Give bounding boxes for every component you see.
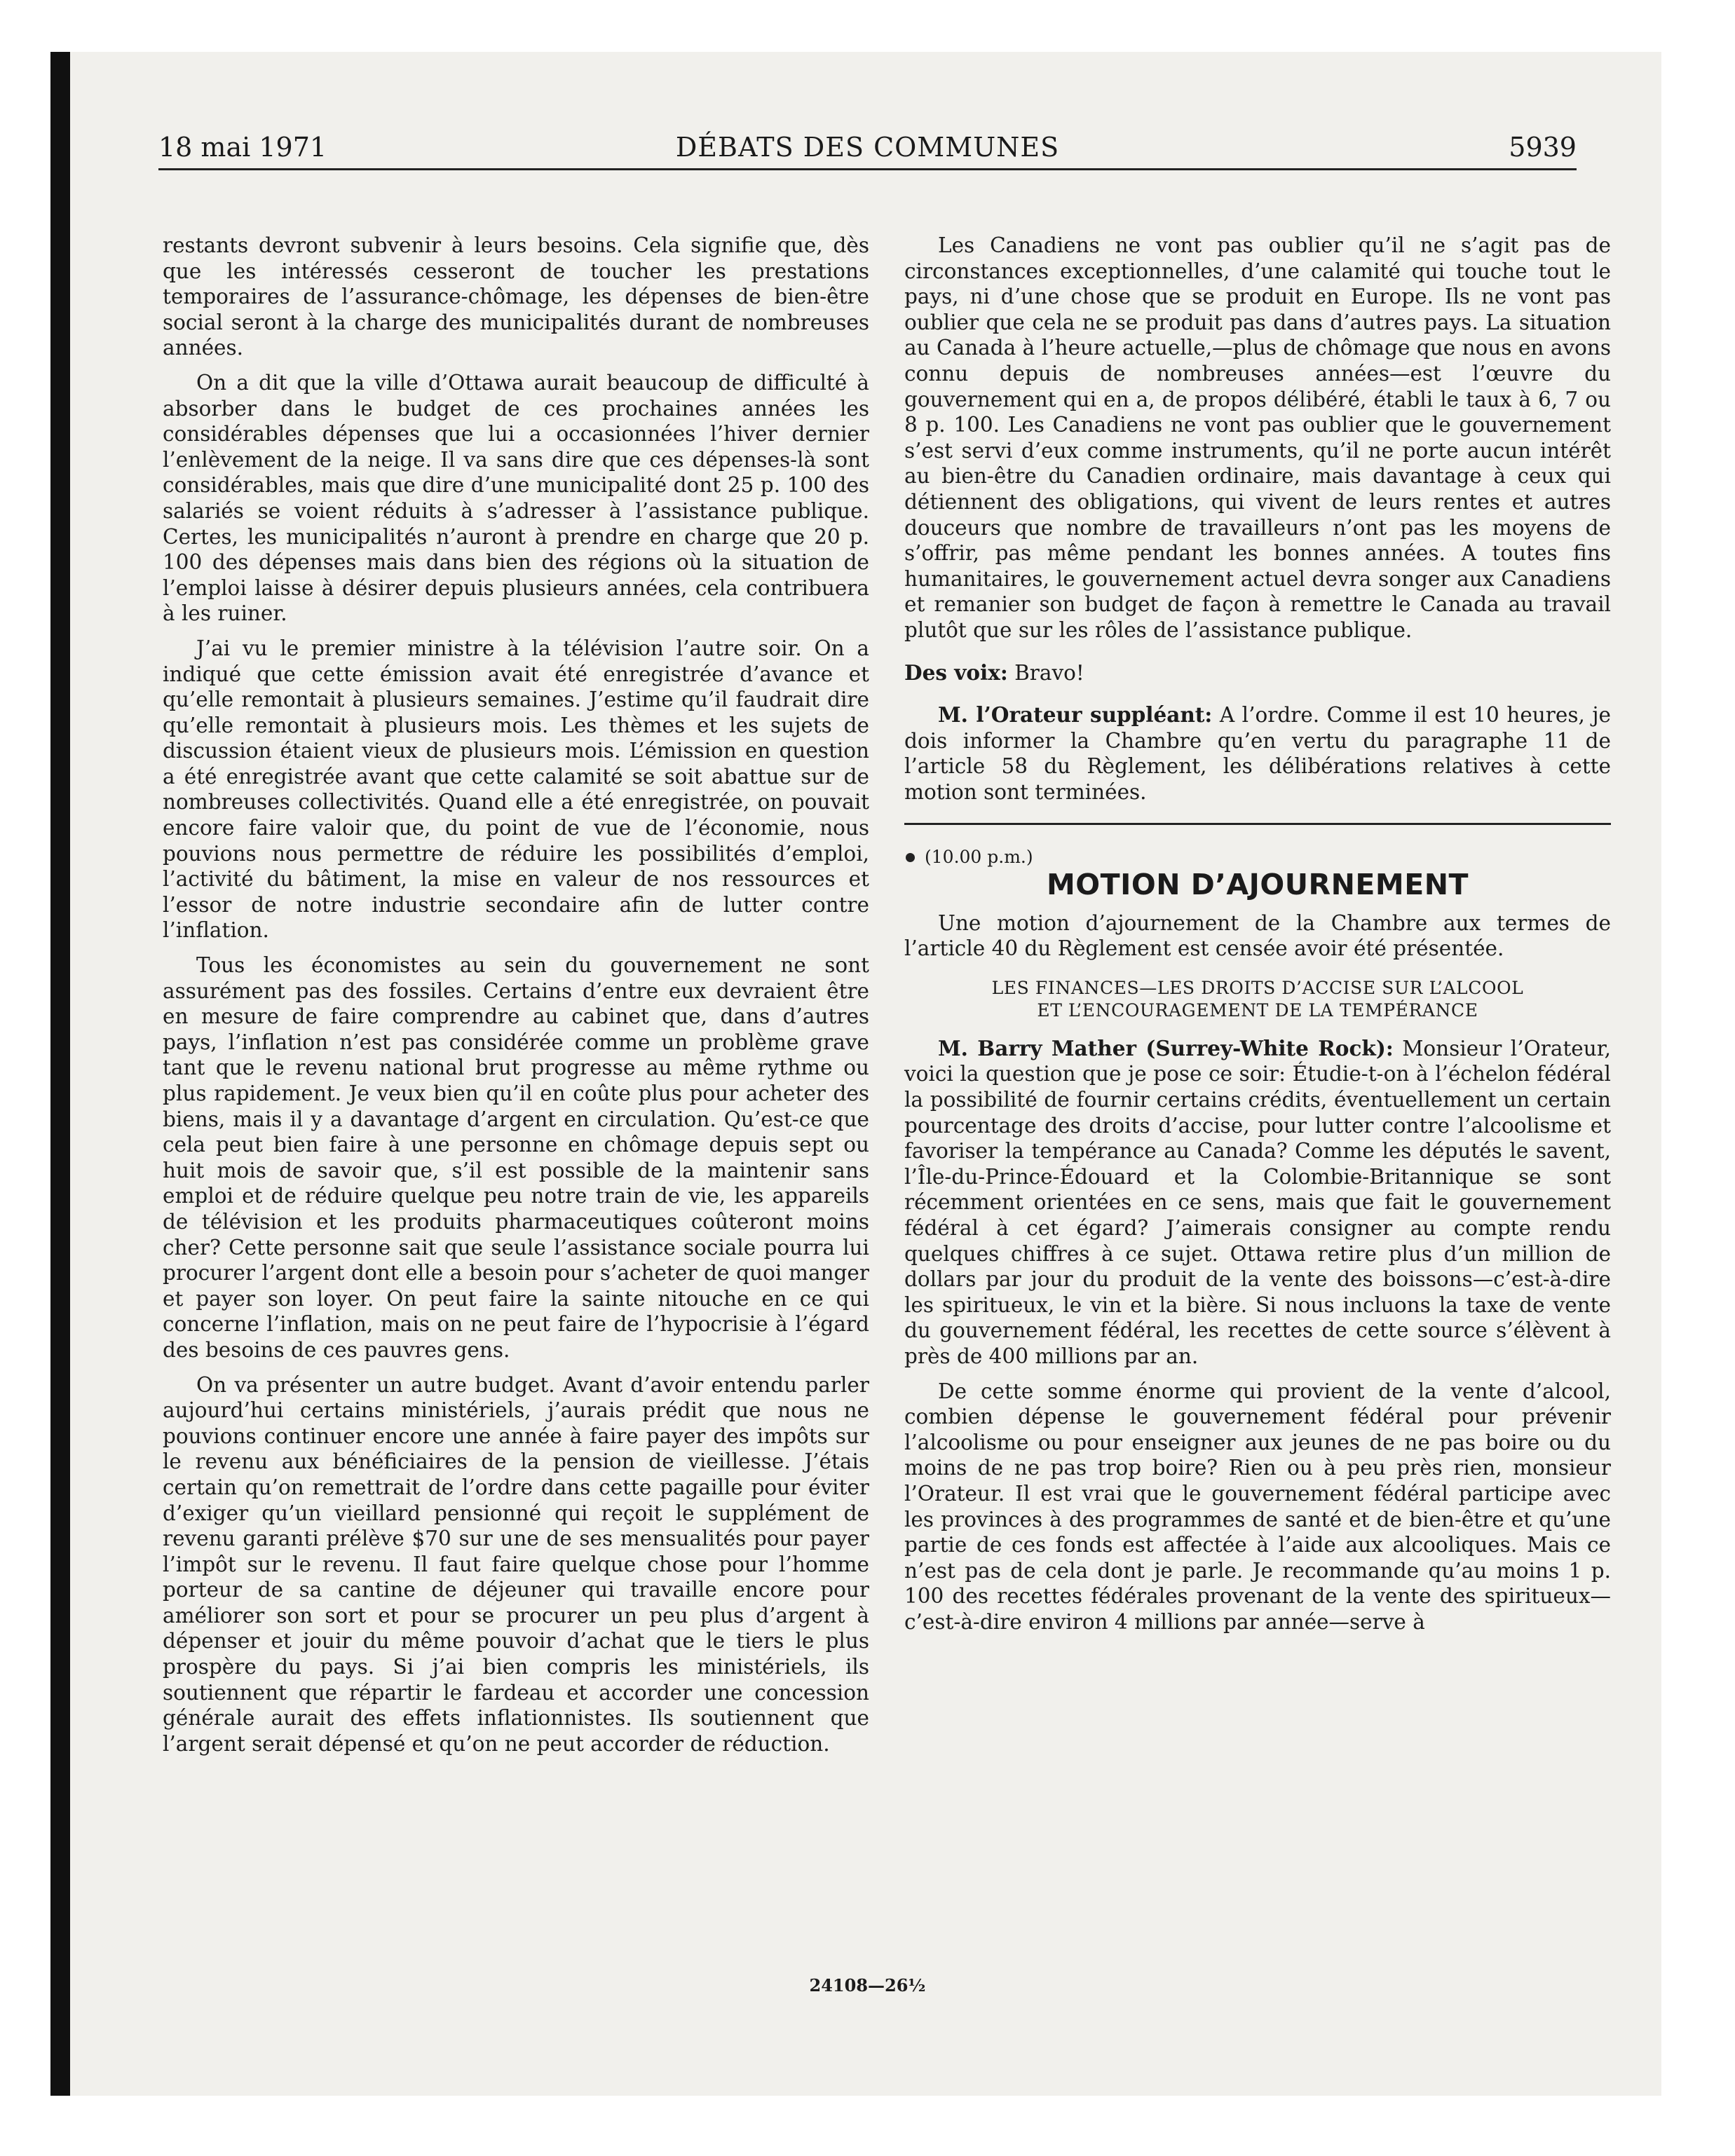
speech-text: Bravo! <box>1014 660 1084 685</box>
speaker-name: Des voix: <box>904 660 1008 685</box>
right-column <box>904 233 1611 1644</box>
speech-text: A l’ordre. Comme il est 10 heures, je dois informer la Chambre qu’en vertu du paragraphe 11 de l’article 58 du Règlement, les délibérations relatives à cette motion sont terminées. <box>904 703 1611 804</box>
header-date: 18 mai 1971 <box>158 132 327 163</box>
speech <box>904 1036 1611 1370</box>
left-column <box>163 233 869 1766</box>
time-stamp <box>904 845 1611 871</box>
header-rule <box>158 168 1577 170</box>
interjection <box>904 660 1611 686</box>
speaker-name: M. l’Orateur suppléant: <box>938 702 1213 728</box>
speaker-name: M. Barry Mather (Surrey-White Rock): <box>938 1035 1394 1060</box>
section-title: MOTION D’AJOURNEMENT <box>1046 868 1469 902</box>
section-divider <box>904 823 1611 825</box>
speech-text: Monsieur l’Orateur, voici la question que je pose ce soir: Étudie-t-on à l’échelon fédéral la possibilité de fournir certains crédits, éventuellement un certain pourcentage des droits d’accise, pour lutter contre l’alcoolisme et favoriser la tempérance au Canada? Comme les députés le savent, l’Île-du-Prince-Édouard et la Colombie-Britannique se sont récemment orientées en ce sens, mais que fait le gouvernement fédéral à cet égard? J’aimerais consigner au compte rendu quelques chiffres à ce sujet. Ottawa retire plus d’un million de dollars par jour du produit de la vente des boissons—c’est-à-dire les spiritueux, le vin et la bière. Si nous incluons la taxe de vente du gouvernement fédéral, les recettes de cette source s’élèvent à près de 400 millions par an. <box>904 1036 1611 1368</box>
paragraph: restants devront subvenir à leurs besoins. Cela signifie que, dès que les intéressés cesseront de toucher les prestations temporaires de l’assurance-chômage, les dépenses de bien-être social seront à la charge des municipalités durant de nombreuses années. <box>163 233 869 360</box>
subheading-line: LES FINANCES—LES DROITS D’ACCISE SUR L’ALCOOL <box>991 977 1524 998</box>
paragraph: Les Canadiens ne vont pas oublier qu’il ne s’agit pas de circonstances exceptionnelles, d’une calamité qui touche tout le pays, ni d’une chose que se produit en Europe. Ils ne vont pas oublier que cela ne se produit pas dans d’autres pays. La situation au Canada à l’heure actuelle,—plus de chômage que nous en avons connu depuis de nombreuses années—est l’œuvre du gouvernement qui en a, de propos délibéré, établi le taux à 6, 7 ou 8 p. 100. Les Canadiens ne vont pas oublier que le gouvernement s’est servi d’eux comme instruments, qu’il ne porte aucun intérêt au bien-être du Canadien ordinaire, mais davantage à ceux qui détiennent des obligations, qui vivent de leurs rentes et autres douceurs que nombre de travailleurs n’ont pas les moyens de s’offrir, pas même pendant les bonnes années. A toutes fins humanitaires, le gouvernement actuel devra songer aux Canadiens et remanier son budget de façon à remettre le Canada au travail plutôt que sur les rôles de l’assistance publique. <box>904 233 1611 642</box>
paragraph: Tous les économistes au sein du gouvernement ne sont assurément pas des fossiles. Certains d’entre eux devraient être en mesure de faire comprendre au cabinet que, dans d’autres pays, l’inflation n’est pas considérée comme un problème grave tant que le revenu national brut progresse au même rythme ou plus rapidement. Je veux bien qu’il en coûte plus pour acheter des biens, mais il y a davantage d’argent en circulation. Qu’est-ce que cela peut bien faire à une personne en chômage depuis sept ou huit mois de savoir que, s’il est possible de la maintenir sans emploi et de réduire quelque peu notre train de vie, les appareils de télévision et les produits pharmaceutiques coûteront moins cher? Cette personne sait que seule l’assistance sociale pourra lui procurer l’argent dont elle a besoin pour s’acheter de quoi manger et payer son loyer. On peut faire la sainte nitouche en ce qui concerne l’inflation, mais on ne peut faire de l’hypocrisie à l’égard des besoins de ces pauvres gens. <box>163 953 869 1362</box>
printer-signature: 24108—26½ <box>809 1975 926 1995</box>
speech <box>904 702 1611 805</box>
time-stamp-text: (10.00 p.m.) <box>925 847 1033 868</box>
subheading-line: ET L’ENCOURAGEMENT DE LA TEMPÉRANCE <box>1037 999 1478 1021</box>
running-header <box>158 129 1577 168</box>
header-title: DÉBATS DES COMMUNES <box>675 132 1060 163</box>
paragraph: Une motion d’ajournement de la Chambre aux termes de l’article 40 du Règlement est censée avoir été présentée. <box>904 910 1611 961</box>
paragraph: De cette somme énorme qui provient de la vente d’alcool, combien dépense le gouvernement fédéral pour prévenir l’alcoolisme ou pour enseigner aux jeunes de ne pas boire ou du moins de ne pas trop boire? Rien ou à peu près rien, monsieur l’Orateur. Il est vrai que le gouvernement fédéral participe avec les provinces à des programmes de santé et de bien-être et qu’une partie de ces fonds est affectée à l’aide aux alcooliques. Mais ce n’est pas de cela dont je parle. Je recommande qu’au moins 1 p. 100 des recettes fédérales provenant de la vente des spiritueux—c’est-à-dire environ 4 millions par année—serve à <box>904 1379 1611 1634</box>
paragraph: J’ai vu le premier ministre à la télévision l’autre soir. On a indiqué que cette émission avait été enregistrée d’avance et qu’elle remontait à plusieurs semaines. J’estime qu’il faudrait dire qu’elle remontait à plusieurs mois. Les thèmes et les sujets de discussion étaient vieux de plusieurs mois. L’émission en question a été enregistrée avant que cette calamité se soit abattue sur de nombreuses collectivités. Quand elle a été enregistrée, on pouvait encore faire valoir que, du point de vue de l’économie, nous pouvions nous permettre de réduire les possibilités d’emploi, l’activité du bâtiment, la mise en valeur de nos ressources et l’essor de notre industrie secondaire afin de lutter contre l’inflation. <box>163 636 869 943</box>
bullet-icon <box>906 853 915 862</box>
paragraph: On a dit que la ville d’Ottawa aurait beaucoup de difficulté à absorber dans le budget de ces prochaines années les considérables dépenses que lui a occasionnées l’hiver dernier l’enlèvement de la neige. Il va sans dire que ces dépenses-là sont considérables, mais que dire d’une municipalité dont 25 p. 100 des salariés se voient réduits à s’adresser à l’assistance publique. Certes, les municipalités n’auront à prendre en charge que 20 p. 100 des dépenses mais dans bien des régions où la situation de l’emploi laisse à désirer depuis plusieurs années, cela contribuera à les ruiner. <box>163 370 869 626</box>
header-page-number: 5939 <box>1509 132 1577 163</box>
paragraph: On va présenter un autre budget. Avant d’avoir entendu parler aujourd’hui certains ministériels, j’aurais prédit que nous ne pouvions continuer encore une année à faire payer des impôts sur le revenu aux bénéficiaires de la pension de vieillesse. J’étais certain qu’on remettrait de l’ordre dans cette pagaille pour éviter d’exiger qu’un vieillard pensionné qui reçoit le supplément de revenu garanti prélève $70 sur une de ses mensualités pour payer l’impôt sur le revenu. Il faut faire quelque chose pour l’homme porteur de sa cantine de déjeuner qui travaille encore pour améliorer son sort et pour se procurer un peu plus d’argent à dépenser et jouir du même pouvoir d’achat que le tiers le plus prospère du pays. Si j’ai bien compris les ministériels, ils soutiennent que répartir le fardeau et accorder une concession générale aurait des effets inflationnistes. Ils soutiennent que l’argent serait dépensé et qu’on ne peut accorder de réduction. <box>163 1372 869 1756</box>
subheading <box>904 977 1611 1022</box>
scan-border <box>50 52 70 2096</box>
